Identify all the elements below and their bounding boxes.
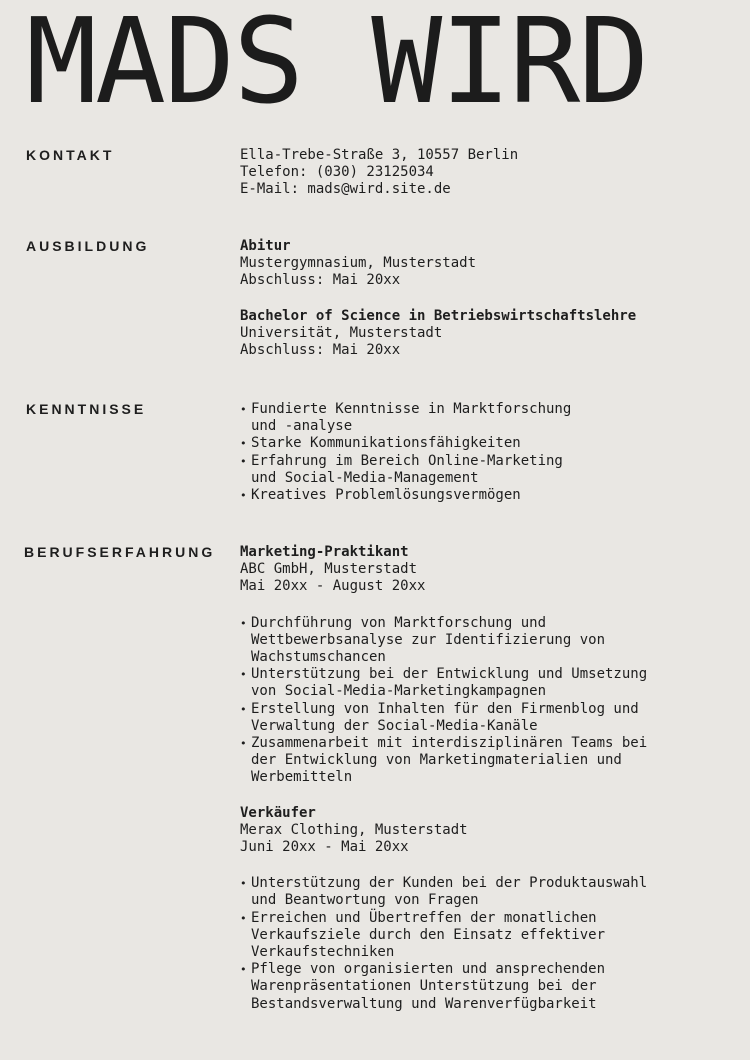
job-period: Juni 20xx - Mai 20xx — [240, 839, 409, 856]
list-item: • Zusammenarbeit mit interdisziplinären Teams bei der Entwicklung von Marketingmaterialien und Werbemitteln — [240, 735, 710, 787]
phone-text: Telefon: (030) 23125034 — [240, 164, 434, 181]
job-tasks-list — [240, 875, 710, 1013]
list-item: • Fundierte Kenntnisse in Marktforschung und -analyse — [240, 401, 710, 435]
education-title: Bachelor of Science in Betriebswirtschaftslehre — [240, 307, 637, 324]
list-item: • Erfahrung im Bereich Online-Marketing und Social-Media-Management — [240, 453, 710, 487]
job-company: ABC GmbH, Musterstadt — [240, 561, 418, 578]
berufserfahrung-content — [240, 544, 710, 1013]
education-entry — [240, 238, 710, 290]
education-entry — [240, 308, 710, 360]
section-heading-kontakt: KONTAKT — [26, 147, 115, 163]
education-institution: Universität, Musterstadt — [240, 324, 443, 341]
address-text: Ella-Trebe-Straße 3, 10557 Berlin — [240, 147, 519, 163]
list-item: • Erreichen und Übertreffen der monatlichen Verkaufsziele durch den Einsatz effektiver Verkaufstechniken — [240, 910, 710, 962]
list-item: • Kreatives Problemlösungsvermögen — [240, 487, 710, 504]
job-tasks-list — [240, 615, 710, 787]
job-title: Verkäufer — [240, 804, 316, 821]
job-title: Marketing-Praktikant — [240, 544, 409, 560]
list-item: • Durchführung von Marktforschung und Wettbewerbsanalyse zur Identifizierung von Wachstumschancen — [240, 615, 710, 667]
skills-list — [240, 401, 710, 504]
email-text: E-Mail: mads@wird.site.de — [240, 181, 451, 198]
education-title: Abitur — [240, 238, 291, 254]
list-item: • Starke Kommunikationsfähigkeiten — [240, 435, 710, 452]
section-heading-ausbildung: AUSBILDUNG — [26, 238, 150, 254]
ausbildung-content — [240, 238, 710, 359]
job-company: Merax Clothing, Musterstadt — [240, 821, 468, 838]
list-item: • Erstellung von Inhalten für den Firmenblog und Verwaltung der Social-Media-Kanäle — [240, 701, 710, 735]
job-period: Mai 20xx - August 20xx — [240, 578, 426, 595]
education-institution: Mustergymnasium, Musterstadt — [240, 255, 477, 272]
list-item: • Unterstützung bei der Entwicklung und Umsetzung von Social-Media-Marketingkampagnen — [240, 666, 710, 700]
list-item: • Unterstützung der Kunden bei der Produktauswahl und Beantwortung von Fragen — [240, 875, 710, 909]
job-entry — [240, 805, 710, 1013]
list-item: • Pflege von organisierten und ansprechenden Warenpräsentationen Unterstützung bei der Bestandsverwaltung und Warenverfügbarkeit — [240, 961, 710, 1013]
section-heading-kenntnisse: KENNTNISSE — [26, 401, 147, 417]
section-heading-berufserfahrung: BERUFSERFAHRUNG — [24, 544, 216, 560]
education-date: Abschluss: Mai 20xx — [240, 272, 401, 289]
education-date: Abschluss: Mai 20xx — [240, 342, 401, 359]
kenntnisse-content — [240, 401, 710, 504]
kontakt-content — [240, 147, 710, 199]
page-title: MADS WIRD — [26, 0, 648, 130]
job-entry — [240, 544, 710, 787]
